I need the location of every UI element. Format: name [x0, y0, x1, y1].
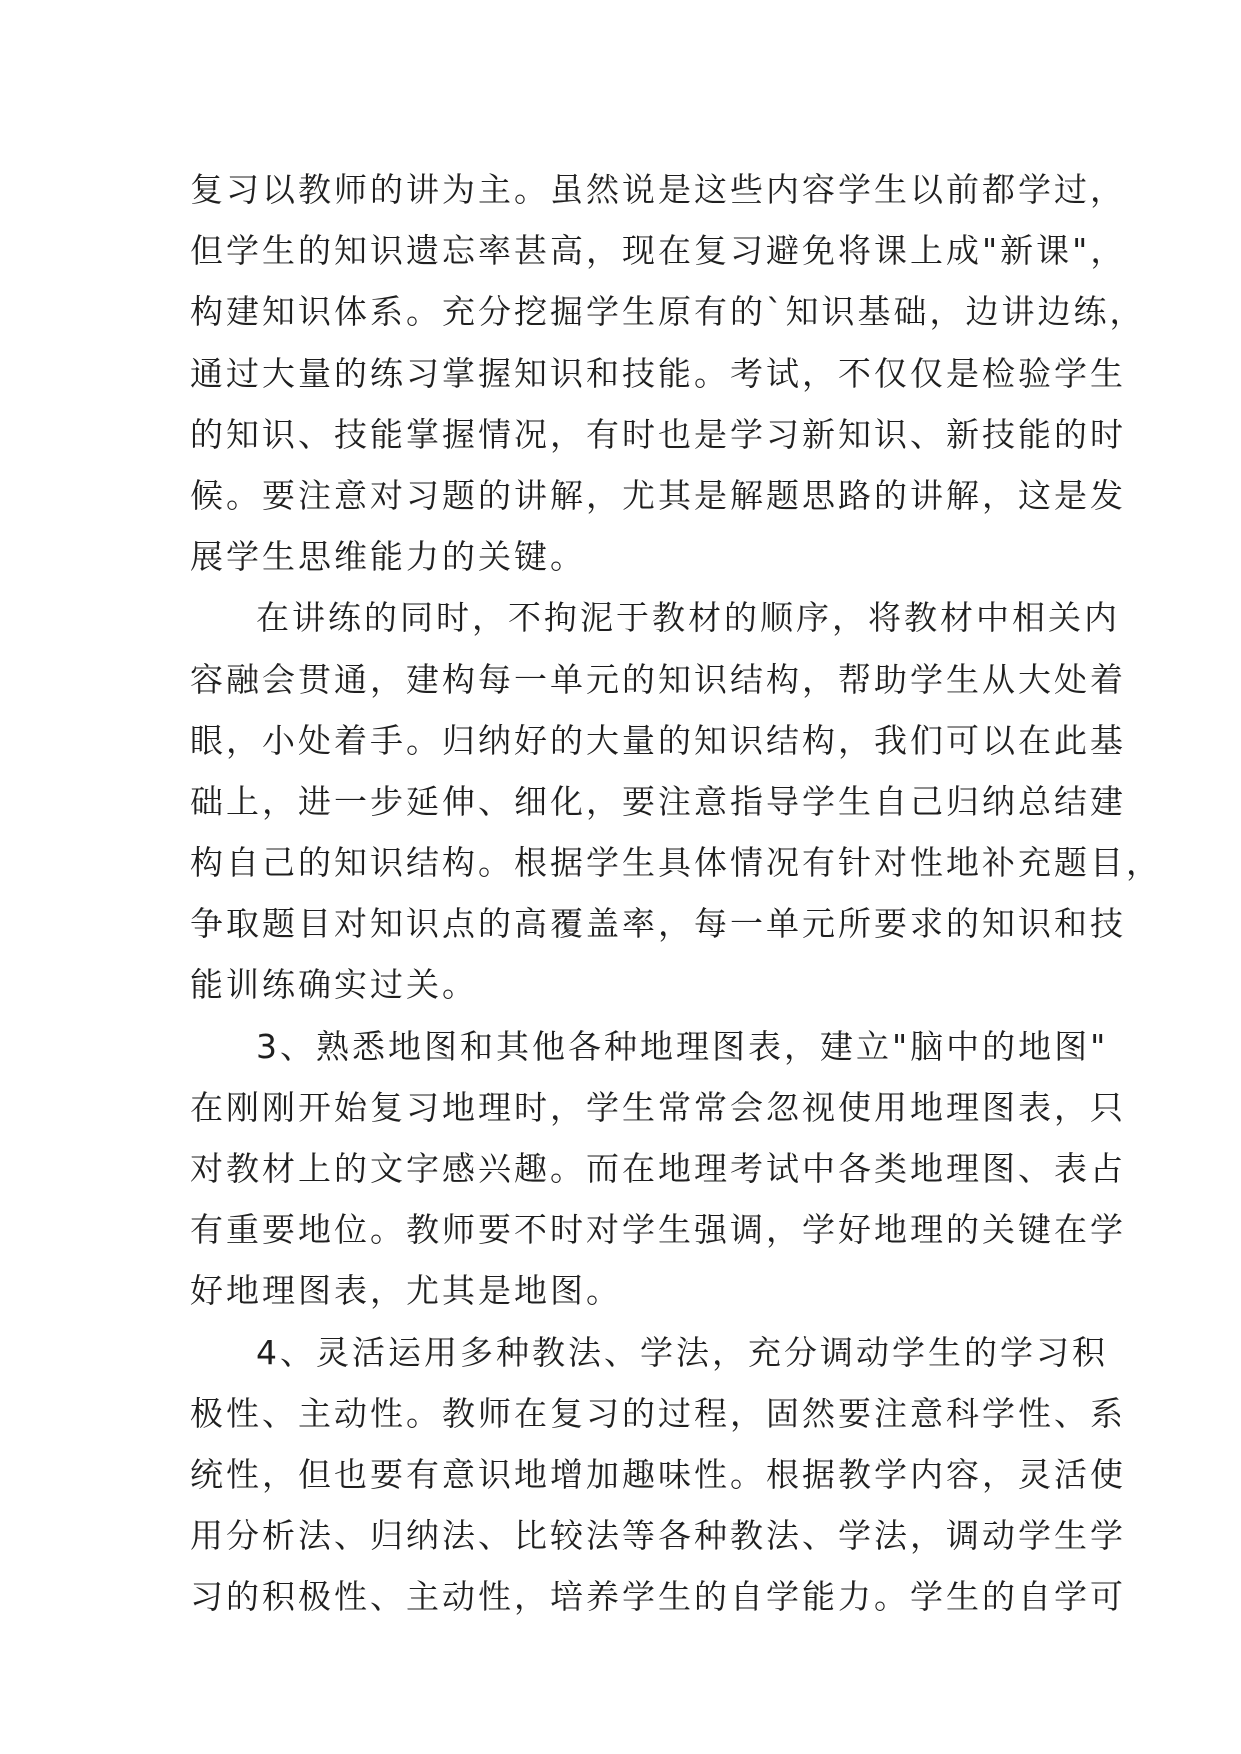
text-line-21: 极性、主动性。教师在复习的过程，固然要注意科学性、系	[190, 1393, 1126, 1433]
text-line-15: 3、熟悉地图和其他各种地理图表，建立"脑中的地图"	[256, 1026, 1109, 1066]
text-line-23: 用分析法、归纳法、比较法等各种教法、学法，调动学生学	[190, 1516, 1126, 1556]
text-line-1: 复习以教师的讲为主。虽然说是这些内容学生以前都学过，	[190, 170, 1126, 209]
text-line-10: 眼，小处着手。归纳好的大量的知识结构，我们可以在此基	[190, 720, 1126, 760]
text-line-20: 4、灵活运用多种教法、学法，充分调动学生的学习积	[256, 1332, 1108, 1372]
body-text	[190, 159, 1162, 1628]
text-line-3: 构建知识体系。充分挖掘学生原有的`知识基础，边讲边练，	[190, 292, 1146, 332]
text-line-22: 统性，但也要有意识地增加趣味性。根据教学内容，灵活使	[190, 1454, 1126, 1494]
text-line-16: 在刚刚开始复习地理时，学生常常会忽视使用地理图表，只	[190, 1087, 1126, 1127]
text-line-2: 但学生的知识遗忘率甚高，现在复习避免将课上成"新课"，	[190, 231, 1127, 271]
text-line-7: 展学生思维能力的关键。	[190, 537, 586, 577]
text-line-6: 候。要注意对习题的讲解，尤其是解题思路的讲解，这是发	[190, 475, 1126, 515]
text-line-18: 有重要地位。教师要不时对学生强调，学好地理的关键在学	[190, 1210, 1126, 1250]
text-line-5: 的知识、技能掌握情况，有时也是学习新知识、新技能的时	[190, 414, 1126, 454]
text-line-14: 能训练确实过关。	[190, 965, 478, 1005]
text-line-9: 容融会贯通，建构每一单元的知识结构，帮助学生从大处着	[190, 659, 1126, 699]
text-line-24: 习的积极性、主动性，培养学生的自学能力。学生的自学可	[190, 1577, 1126, 1617]
text-line-4: 通过大量的练习掌握知识和技能。考试，不仅仅是检验学生	[190, 353, 1126, 393]
text-line-13: 争取题目对知识点的高覆盖率，每一单元所要求的知识和技	[190, 904, 1126, 944]
text-line-17: 对教材上的文字感兴趣。而在地理考试中各类地理图、表占	[190, 1149, 1126, 1188]
text-line-11: 础上，进一步延伸、细化，要注意指导学生自己归纳总结建	[190, 781, 1126, 821]
text-line-12: 构自己的知识结构。根据学生具体情况有针对性地补充题目，	[190, 843, 1162, 883]
text-line-8: 在讲练的同时，不拘泥于教材的顺序，将教材中相关内	[256, 598, 1120, 638]
text-line-19: 好地理图表，尤其是地图。	[190, 1271, 622, 1311]
